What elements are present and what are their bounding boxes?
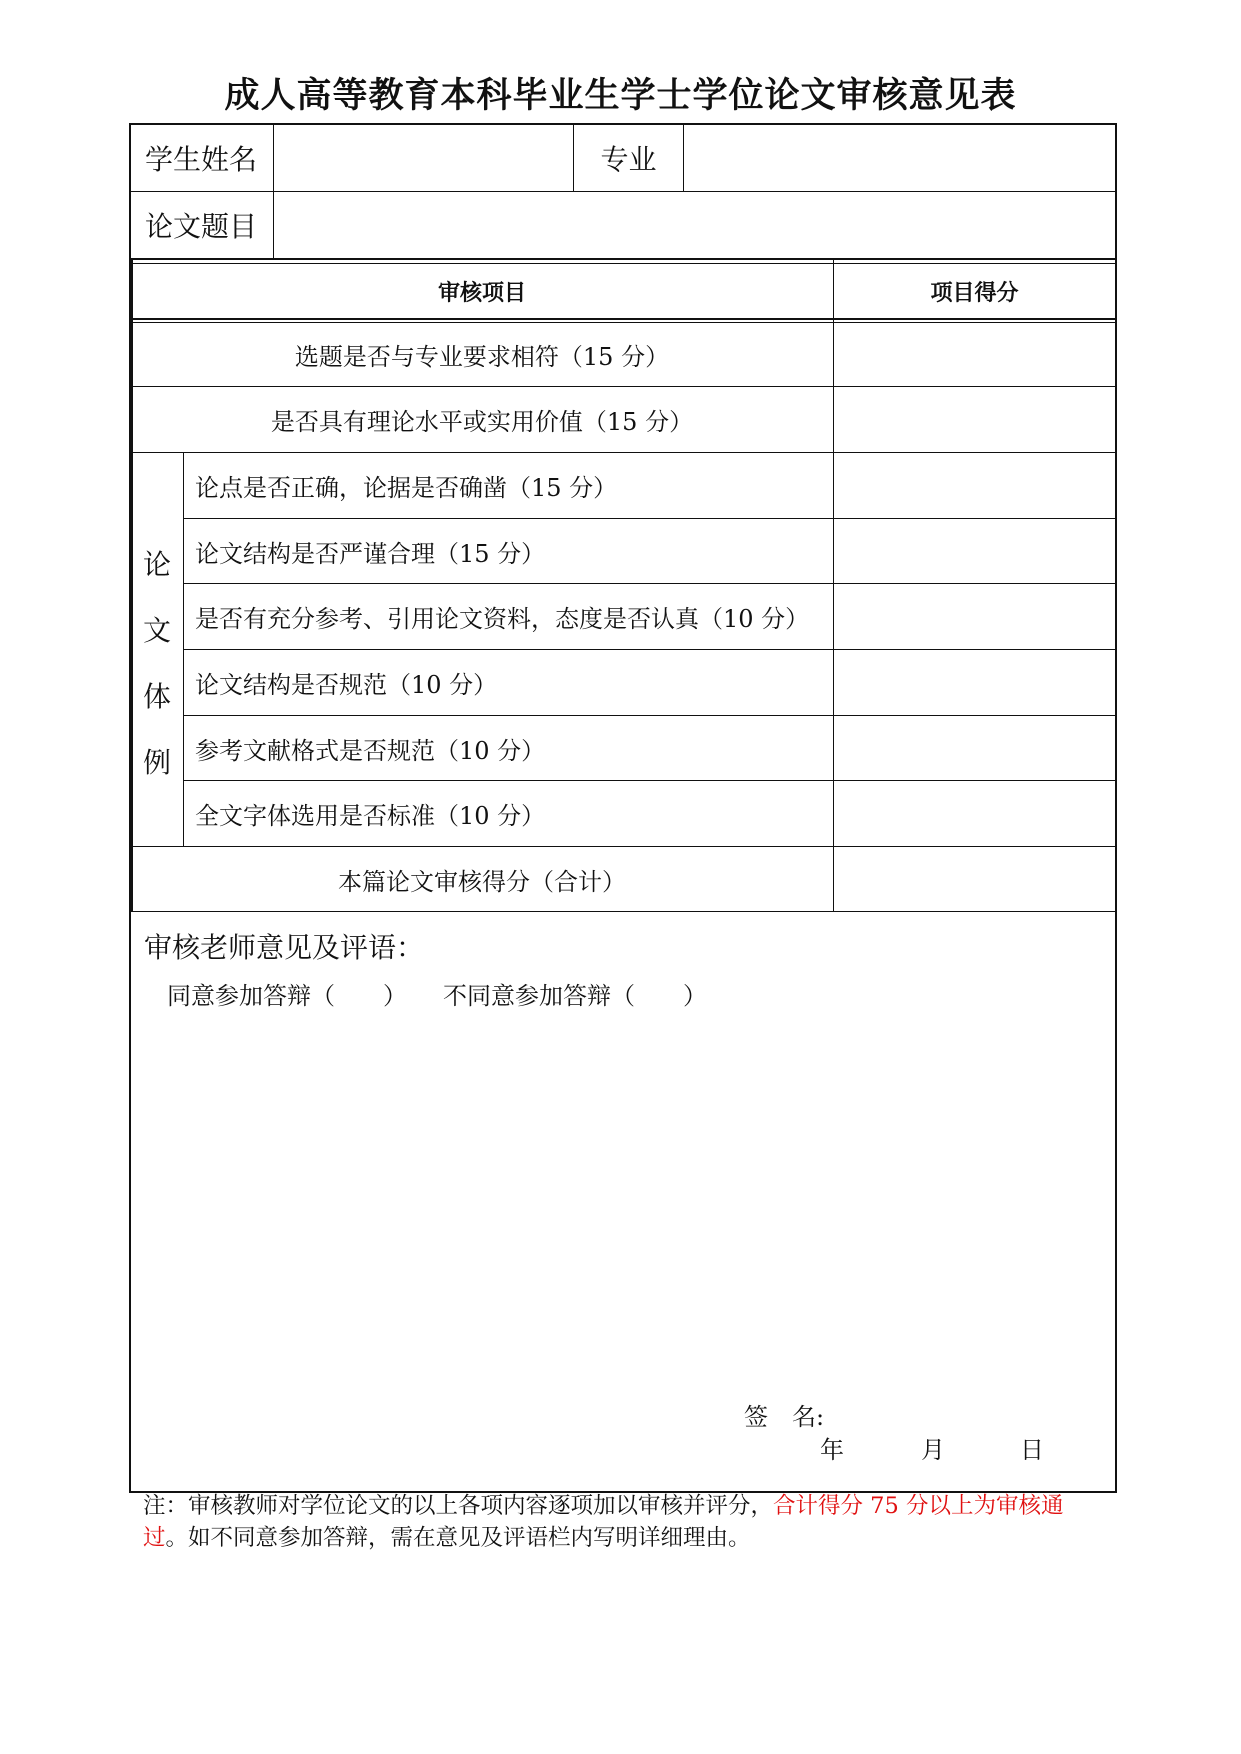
score-header: 项目得分 (930, 280, 1019, 306)
score-field[interactable] (834, 716, 1115, 780)
total-score-label: 本篇论文审核得分（合计） (338, 867, 626, 896)
score-field[interactable] (834, 781, 1115, 846)
score-field[interactable] (834, 650, 1115, 715)
score-field[interactable] (834, 453, 1115, 518)
review-item: 参考文献格式是否规范（10 分） (195, 736, 546, 765)
student-name-label: 学生姓名 (145, 143, 258, 176)
group-label-char: 文 (142, 614, 171, 647)
footnote-text: 注：审核教师对学位论文的以上各项内容逐项加以审核并评分， (143, 1493, 774, 1519)
review-item: 是否有充分参考、引用论文资料，态度是否认真（10 分） (195, 605, 810, 633)
signature-label: 签 名: (744, 1402, 825, 1431)
comments-area[interactable] (131, 1015, 1115, 1395)
footnote-highlight: 合计得分 75 分以上为审核通过 (143, 1493, 1064, 1551)
major-field[interactable] (684, 125, 1115, 191)
review-item: 选题是否与专业要求相符（15 分） (294, 343, 670, 371)
score-field[interactable] (834, 584, 1115, 649)
group-label (131, 532, 183, 796)
row-divider (131, 318, 1115, 320)
review-item: 论文结构是否严谨合理（15 分） (195, 539, 546, 568)
group-label-char: 例 (142, 746, 171, 779)
total-score-field[interactable] (834, 847, 1115, 911)
student-name-field[interactable] (274, 125, 573, 191)
row-divider (131, 258, 1115, 260)
group-label-char: 论 (142, 548, 171, 581)
score-field[interactable] (834, 323, 1115, 386)
thesis-title-label: 论文题目 (145, 210, 258, 243)
review-item: 论点是否正确，论据是否确凿（15 分） (195, 474, 618, 502)
review-item-header: 审核项目 (437, 280, 526, 306)
row-divider (131, 911, 1115, 912)
major-label: 专业 (600, 143, 657, 176)
date-month: 月 (921, 1435, 945, 1464)
page-title: 成人高等教育本科毕业生学士学位论文审核意见表 (224, 76, 1017, 116)
comments-label: 审核老师意见及评语： (144, 931, 425, 964)
footnote-text: 。如不同意参加答辩，需在意见及评语栏内写明详细理由。 (165, 1525, 751, 1551)
footnote (143, 1490, 1108, 1554)
defense-options[interactable]: 同意参加答辩（ ） 不同意参加答辩（ ） (167, 981, 707, 1010)
thesis-title-field[interactable] (274, 192, 1115, 258)
score-field[interactable] (834, 387, 1115, 452)
group-label-char: 体 (142, 680, 171, 713)
review-item: 全文字体选用是否标准（10 分） (195, 802, 546, 830)
col-divider (183, 452, 184, 846)
date-year: 年 (820, 1435, 844, 1464)
date-day: 日 (1020, 1435, 1044, 1464)
review-item: 是否具有理论水平或实用价值（15 分） (270, 408, 694, 436)
score-field[interactable] (834, 519, 1115, 583)
review-item: 论文结构是否规范（10 分） (195, 671, 498, 699)
